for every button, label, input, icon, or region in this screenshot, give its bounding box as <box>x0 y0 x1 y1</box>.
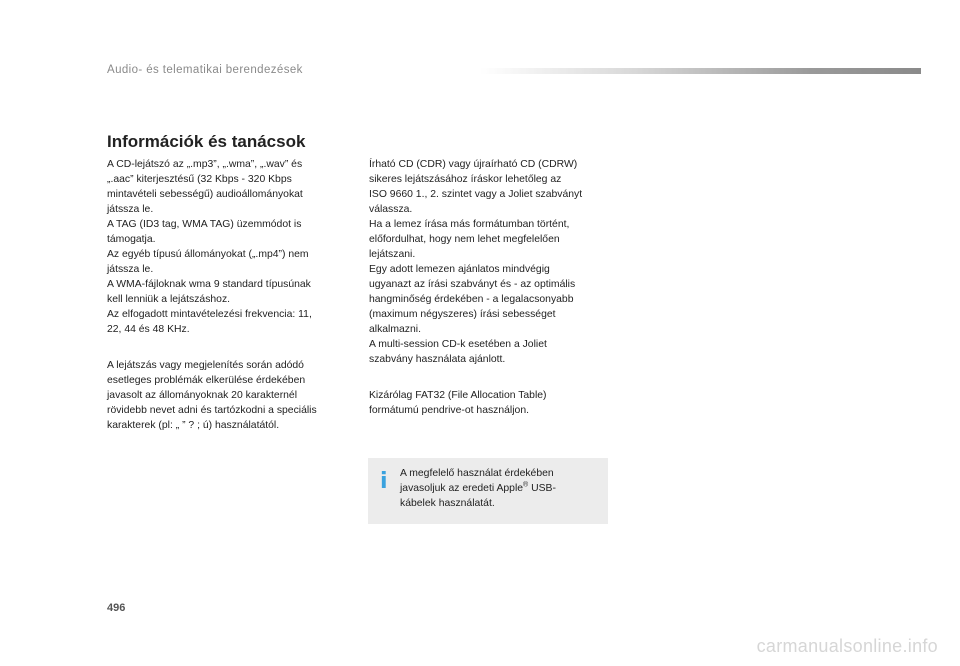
left-paragraph-1 <box>107 157 345 337</box>
text-line: szabvány használata ajánlott. <box>369 354 506 365</box>
text-line: kábelek használatát. <box>400 498 495 509</box>
header-divider-bar <box>480 68 921 74</box>
text-line: USB- <box>528 483 556 494</box>
text-line: A CD-lejátszó az „.mp3”, „.wma”, „.wav” és <box>107 159 303 170</box>
info-text <box>400 466 600 511</box>
text-line: A TAG (ID3 tag, WMA TAG) üzemmódot is <box>107 219 302 230</box>
text-line: lejátszani. <box>369 249 416 260</box>
text-line: kell lenniük a lejátszáshoz. <box>107 294 231 305</box>
text-line: ISO 9660 1., 2. szintet vagy a Joliet szabványt <box>369 189 583 200</box>
text-line: „.aac” kiterjesztésű (32 Kbps - 320 Kbps <box>107 174 292 185</box>
header-title: Audio- és telematikai berendezések <box>107 64 303 76</box>
text-line: válassza. <box>369 204 413 215</box>
right-column <box>369 157 609 418</box>
text-line: Kizárólag FAT32 (File Allocation Table) <box>369 390 547 401</box>
text-line: hangminőség érdekében - a legalacsonyabb <box>369 294 574 305</box>
text-line: javasolt az állományoknak 20 karakternél <box>107 390 298 401</box>
info-icon: i <box>380 469 388 494</box>
text-line: A multi-session CD-k esetében a Joliet <box>369 339 547 350</box>
text-line: támogatja. <box>107 234 156 245</box>
text-line: mintavételi sebességű) audioállományokat <box>107 189 303 200</box>
text-line: játssza le. <box>107 204 154 215</box>
text-line: játssza le. <box>107 264 154 275</box>
text-line: alkalmazni. <box>369 324 421 335</box>
text-line: sikeres lejátszásához íráskor lehetőleg az <box>369 174 562 185</box>
text-line: Az elfogadott mintavételezési frekvencia: 11, <box>107 309 312 320</box>
registered-mark: ® <box>523 481 529 489</box>
text-line: Írható CD (CDR) vagy újraírható CD (CDRW) <box>369 159 578 170</box>
left-column <box>107 157 345 433</box>
text-line: karakterek (pl: „ ” ? ; ú) használatától. <box>107 420 280 431</box>
text-line: esetleges problémák elkerülése érdekében <box>107 375 306 386</box>
right-paragraph-2 <box>369 388 609 418</box>
text-line: A megfelelő használat érdekében <box>400 468 554 479</box>
info-box <box>368 458 608 524</box>
text-line: előfordulhat, hogy nem lehet megfelelően <box>369 234 560 245</box>
right-paragraph-1 <box>369 157 609 367</box>
text-line: javasoljuk az eredeti Apple <box>400 483 524 494</box>
left-paragraph-2 <box>107 358 345 433</box>
text-line: Az egyéb típusú állományokat („.mp4”) nem <box>107 249 309 260</box>
text-line: ugyanazt az írási szabványt és - az optimális <box>369 279 576 290</box>
watermark: carmanualsonline.info <box>756 636 938 656</box>
text-line: 22, 44 és 48 KHz. <box>107 324 190 335</box>
text-line: A lejátszás vagy megjelenítés során adódó <box>107 360 304 371</box>
text-line: A WMA-fájloknak wma 9 standard típusúnak <box>107 279 311 290</box>
section-title: Információk és tanácsok <box>107 132 306 151</box>
page-number: 496 <box>107 602 126 614</box>
text-line: (maximum négyszeres) írási sebességet <box>369 309 556 320</box>
text-line: rövidebb nevet adni és tartózkodni a speciális <box>107 405 317 416</box>
text-line: formátumú pendrive-ot használjon. <box>369 405 529 416</box>
text-line: Ha a lemez írása más formátumban történt, <box>369 219 570 230</box>
text-line: Egy adott lemezen ajánlatos mindvégig <box>369 264 550 275</box>
